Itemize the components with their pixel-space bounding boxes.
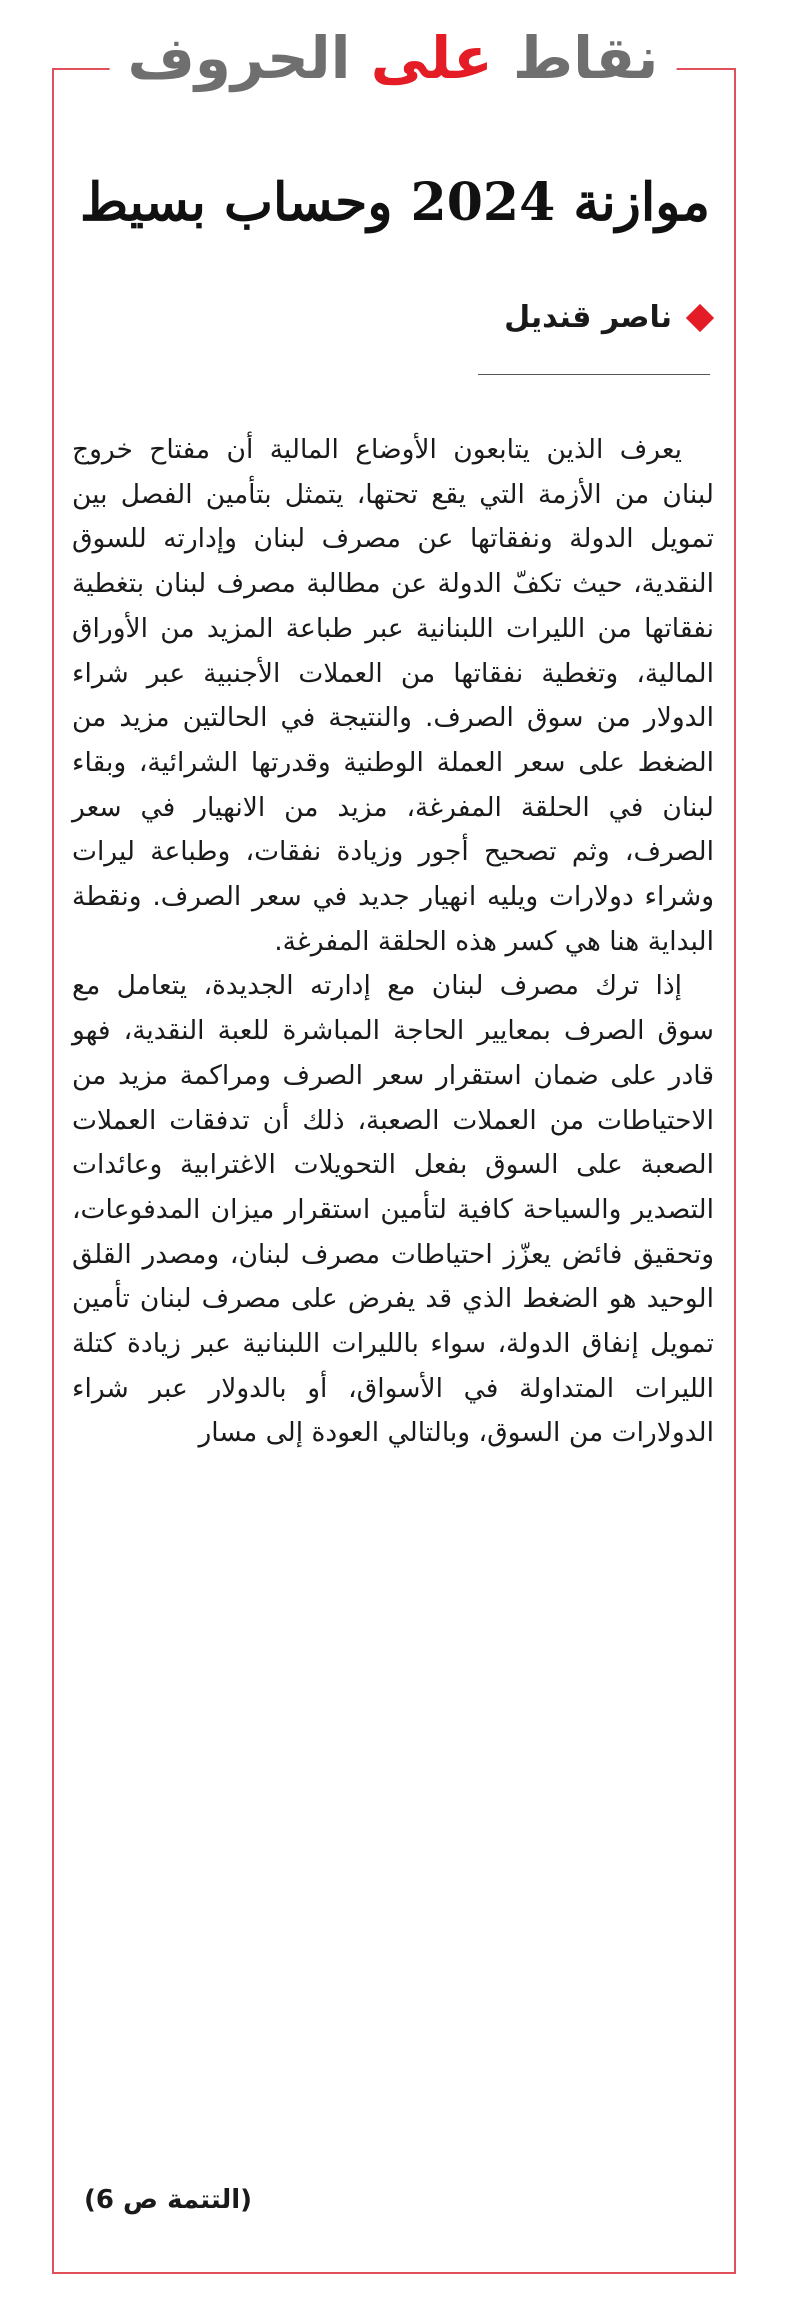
article-paragraph-2: إذا ترك مصرف لبنان مع إدارته الجديدة، يتعامل مع سوق الصرف بمعايير الحاجة المباشرة للعبة النقدية، فهو قادر على ضمان استقرار سعر الصرف ومراكمة مزيد من الاحتياطات من العملات الصعبة، ذلك أن تدفقات العملات الصعبة على السوق بفعل التحويلات الاغترابية وعائدات التصدير والسياحة كافية لتأمين استقرار ميزان المدفوعات، وتحقيق فائض يعزّز احتياطات مصرف لبنان، ومصدر القلق الوحيد هو الضغط الذي قد يفرض على مصرف لبنان تأمين تمويل إنفاق الدولة، سواء بالليرات اللبنانية عبر زيادة كتلة الليرات المتداولة في الأسواق، أو بالدولار عبر شراء الدولارات من السوق، وبالتالي العودة إلى مسار — [72, 970, 714, 1449]
header-accent-word: على — [370, 24, 493, 92]
article-body — [72, 428, 714, 1456]
article-title: موازنة 2024 وحساب بسيط — [79, 172, 710, 233]
byline — [504, 298, 710, 338]
diamond-icon — [686, 304, 714, 332]
column-header-label — [110, 22, 677, 94]
header-word-2: الحروف — [127, 24, 371, 92]
column-header — [0, 0, 786, 100]
byline-divider — [478, 374, 710, 375]
header-word-1: نقاط — [492, 24, 659, 92]
author-name: ناصر قنديل — [504, 300, 672, 335]
article-paragraph-1: يعرف الذين يتابعون الأوضاع المالية أن مفتاح خروج لبنان من الأزمة التي يقع تحتها، يتمثل بتأمين الفصل بين تمويل الدولة ونفقاتها عن مصرف لبنان وإدارته للسوق النقدية، حيث تكفّ الدولة عن مطالبة مصرف لبنان بتغطية نفقاتها من الليرات اللبنانية عبر طباعة المزيد من الأوراق المالية، وتغطية نفقاتها من العملات الأجنبية عبر شراء الدولار من سوق الصرف. والنتيجة في الحالتين مزيد من الضغط على سعر العملة الوطنية وقدرتها الشرائية، وبقاء لبنان في الحلقة المفرغة، مزيد من الانهيار في سعر الصرف، وثم تصحيح أجور وزيادة نفقات، وطباعة ليرات وشراء دولارات ويليه انهيار جديد في سعر الصرف. ونقطة البداية هنا هي كسر هذه الحلقة المفرغة. — [72, 434, 714, 957]
continuation-note: (التتمة ص 6) — [84, 2185, 253, 2215]
